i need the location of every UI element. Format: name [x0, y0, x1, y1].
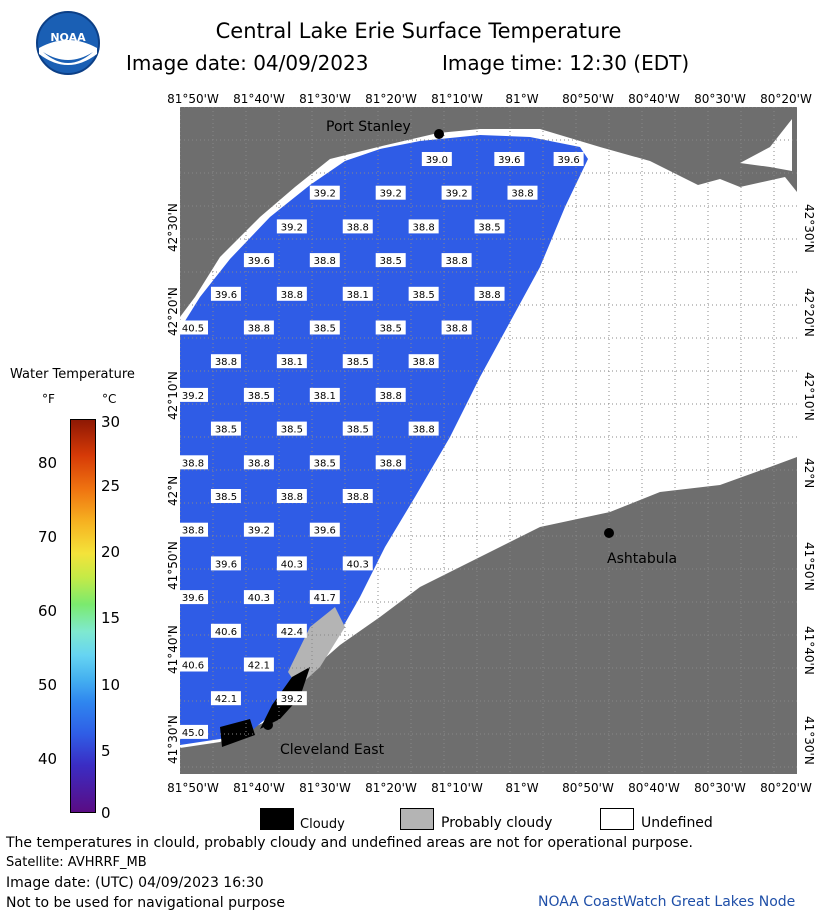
colorbar-c-tick: 15: [101, 609, 121, 627]
lon-bottom-label: 81°W: [505, 781, 539, 795]
temperature-label: 39.6: [498, 155, 521, 166]
image-time: Image time: 12:30 (EDT): [442, 51, 690, 75]
temperature-label: 38.8: [280, 289, 303, 301]
temperature-label: 38.5: [379, 323, 402, 335]
lon-top-label: 80°40'W: [628, 92, 680, 106]
temperature-label: 38.8: [412, 424, 435, 436]
lon-bottom-label: 81°40'W: [233, 781, 285, 795]
lat-left-label: 41°40'N: [166, 625, 180, 674]
temperature-label: 38.5: [346, 424, 369, 436]
lat-right-label: 42°30'N: [802, 204, 816, 253]
lon-top-label: 81°20'W: [365, 92, 417, 106]
temperature-label: 38.5: [280, 424, 303, 436]
lon-top-label: 80°20'W: [760, 92, 812, 106]
temperature-label: 38.8: [412, 222, 435, 234]
temperature-label: 39.6: [313, 525, 336, 537]
temperature-label: 38.8: [247, 323, 271, 335]
temperature-label: 38.5: [478, 222, 501, 234]
legend-unit-c: °C: [102, 392, 117, 406]
ashtabula-label: Ashtabula: [607, 551, 678, 567]
cloudy-swatch: [260, 808, 294, 830]
colorbar-c-tick: 30: [101, 413, 121, 431]
lat-left-label: 41°30'N: [166, 715, 180, 764]
temperature-label: 38.8: [181, 525, 205, 537]
lat-right-label: 42°N: [802, 458, 816, 489]
colorbar-f-tick: 40: [38, 750, 58, 768]
temperature-label: 38.8: [511, 188, 534, 200]
lon-bottom-label: 80°30'W: [694, 781, 746, 795]
utc-date: Image date: (UTC) 04/09/2023 16:30: [6, 875, 264, 891]
colorbar-c-tick: 20: [101, 543, 121, 561]
port-stanley-label: Port Stanley: [326, 119, 411, 135]
lon-bottom-label: 81°20'W: [365, 781, 417, 795]
legend-title: Water Temperature: [10, 367, 135, 382]
temperature-label: 38.8: [214, 357, 238, 369]
probably-cloudy-label: Probably cloudy: [441, 815, 553, 831]
temperature-label: 38.5: [412, 289, 435, 301]
temperature-label: 39.6: [557, 155, 580, 166]
probably-cloudy-swatch: [400, 808, 434, 830]
lat-left-label: 42°N: [166, 475, 180, 506]
temperature-label: 39.0: [425, 155, 448, 166]
temperature-label: 38.8: [247, 458, 271, 470]
temperature-label: 38.8: [379, 458, 402, 470]
temperature-label: 39.2: [445, 188, 468, 200]
temperature-label: 38.5: [247, 390, 271, 402]
temperature-label: 38.8: [445, 256, 468, 268]
colorbar-f-tick: 50: [38, 676, 58, 694]
lat-right-label: 41°40'N: [802, 626, 816, 675]
colorbar-c-tick: 10: [101, 676, 121, 694]
lat-right-label: 42°20'N: [802, 288, 816, 337]
temperature-label: 39.6: [214, 559, 238, 571]
temperature-label: 39.2: [379, 188, 402, 200]
colorbar-f-tick: 70: [38, 528, 58, 546]
disclaimer: The temperatures in clould, probably cloudy and undefined areas are not for operational purpose.: [6, 835, 693, 851]
temperature-label: 41.7: [313, 593, 336, 605]
lon-top-label: 80°30'W: [694, 92, 746, 106]
temperature-label: 42.1: [247, 660, 271, 672]
lat-left-label: 42°30'N: [166, 203, 180, 252]
temperature-label: 45.0: [181, 727, 205, 739]
temperature-label: 38.5: [379, 256, 402, 268]
lon-bottom-label: 81°30'W: [299, 781, 351, 795]
legend-unit-f: °F: [42, 392, 55, 406]
colorbar-f-tick: 60: [38, 602, 58, 620]
lake-erie-map: [180, 107, 797, 774]
lon-top-label: 81°10'W: [431, 92, 483, 106]
temperature-label: 40.5: [181, 323, 205, 335]
lat-left-label: 41°50'N: [166, 541, 180, 590]
temperature-label: 38.1: [280, 357, 303, 369]
ashtabula-marker: [604, 528, 614, 538]
temperature-label: 38.5: [214, 424, 238, 436]
port-stanley-marker: [434, 129, 444, 139]
lon-bottom-label: 80°40'W: [628, 781, 680, 795]
temperature-label: 40.3: [346, 559, 369, 571]
image-date: Image date: 04/09/2023: [126, 51, 369, 75]
lon-bottom-label: 80°20'W: [760, 781, 812, 795]
cleveland-east-marker: [263, 720, 273, 730]
colorbar-c-tick: 5: [101, 742, 111, 760]
temperature-label: 42.4: [280, 626, 303, 638]
temperature-label: 38.8: [412, 357, 435, 369]
colorbar-c-tick: 25: [101, 477, 121, 495]
lon-top-label: 81°W: [505, 92, 539, 106]
colorbar-c-tick: 0: [101, 804, 111, 822]
cleveland-east-label: Cleveland East: [280, 742, 385, 758]
lon-bottom-label: 81°50'W: [167, 781, 219, 795]
temperature-label: 38.1: [313, 390, 336, 402]
temperature-label: 38.5: [214, 492, 238, 503]
temperature-label: 40.6: [181, 660, 205, 672]
colorbar-f-tick: 80: [38, 454, 58, 472]
temperature-label: 40.3: [247, 593, 271, 605]
lat-left-label: 42°10'N: [166, 371, 180, 420]
temperature-label: 39.6: [247, 256, 271, 268]
temperature-label: 38.5: [346, 357, 369, 369]
lat-right-label: 41°30'N: [802, 716, 816, 765]
temperature-label: 40.6: [214, 626, 238, 638]
temperature-label: 39.2: [313, 188, 336, 200]
temperature-label: 38.8: [478, 289, 501, 301]
temperature-label: 39.2: [280, 222, 303, 234]
temperature-label: 39.6: [214, 289, 238, 301]
temperature-label: 39.2: [280, 694, 303, 706]
temperature-label: 38.5: [313, 323, 336, 335]
undefined-swatch: [600, 808, 634, 830]
lon-top-label: 81°30'W: [299, 92, 351, 106]
temperature-label: 39.2: [181, 390, 205, 402]
temperature-label: 38.8: [181, 458, 205, 470]
cloudy-label: Cloudy: [300, 817, 345, 832]
temperature-label: 38.1: [346, 289, 369, 301]
lat-left-label: 42°20'N: [166, 287, 180, 336]
temperature-label: 38.8: [346, 222, 369, 234]
lat-right-label: 41°50'N: [802, 542, 816, 591]
temperature-label: 38.8: [280, 492, 303, 503]
undefined-label: Undefined: [641, 815, 713, 831]
page-title: Central Lake Erie Surface Temperature: [215, 19, 622, 43]
temperature-label: 40.3: [280, 559, 303, 571]
temperature-label: 38.8: [346, 492, 369, 503]
lon-bottom-label: 80°50'W: [562, 781, 614, 795]
lon-top-label: 81°50'W: [167, 92, 219, 106]
temperature-colorbar: [70, 419, 96, 813]
lon-top-label: 81°40'W: [233, 92, 285, 106]
temperature-label: 38.8: [379, 390, 402, 402]
temperature-label: 39.2: [247, 525, 271, 537]
temperature-label: 38.5: [313, 458, 336, 470]
noaa-logo-text: NOAA: [50, 31, 86, 44]
navigation-warning: Not to be used for navigational purpose: [6, 895, 285, 911]
temperature-label: 38.8: [313, 256, 336, 268]
temperature-label: 42.1: [214, 694, 238, 706]
credit: NOAA CoastWatch Great Lakes Node: [538, 894, 796, 910]
lon-top-label: 80°50'W: [562, 92, 614, 106]
satellite-info: Satellite: AVHRRF_MB: [6, 855, 147, 870]
lat-right-label: 42°10'N: [802, 372, 816, 421]
lon-bottom-label: 81°10'W: [431, 781, 483, 795]
temperature-label: 38.8: [445, 323, 468, 335]
temperature-label: 39.6: [181, 593, 205, 605]
